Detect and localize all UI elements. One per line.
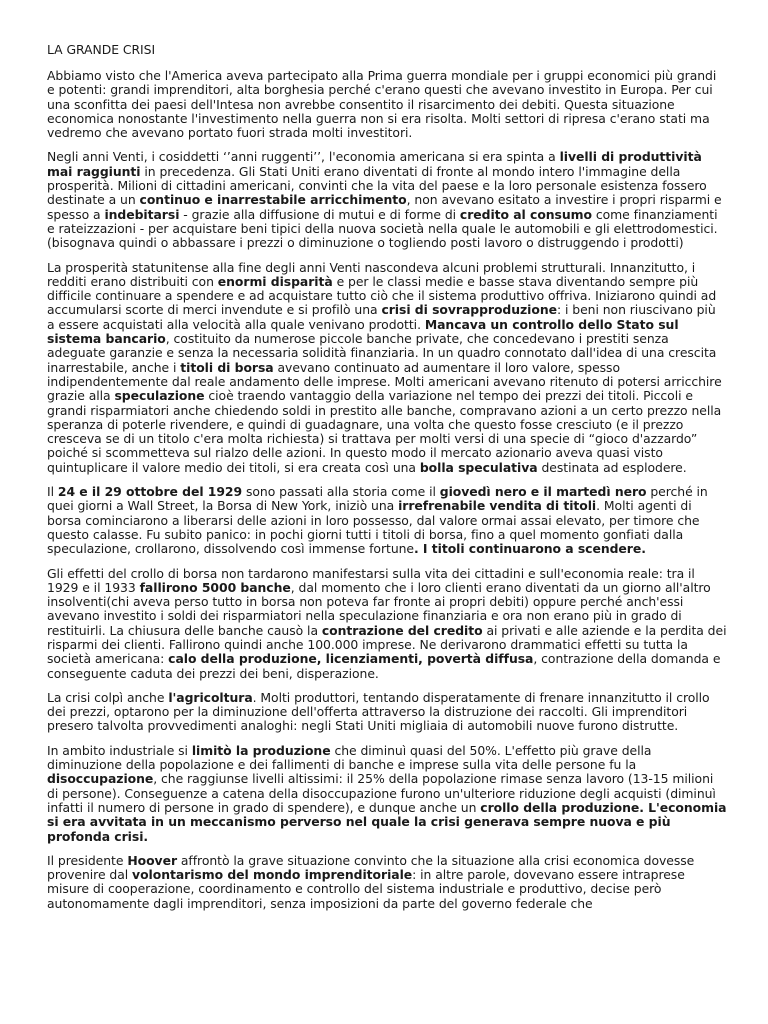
text-run: sono passati alla storia come il (242, 484, 440, 500)
text-run: . Molti produttori, tentando disperatamente di frenare innanzitutto il crollo dei prezzi, optarono per la diminuzione dell'offerta attraverso la distruzione dei raccolti. Gli imprenditori presero talvolta provvedimenti analoghi: negli Stati Uniti migliaia di automobili nuove furono distrutte. (47, 689, 710, 734)
bold-text-run: volontarismo del mondo imprenditoriale (132, 867, 413, 883)
bold-text-run: enormi disparità (217, 273, 333, 289)
bold-text-run: fallirono 5000 banche (139, 579, 291, 595)
text-run: La crisi colpì anche (47, 689, 169, 705)
text-run: come finanziamenti e rateizzazioni - per acquistare beni tipici della nuova società nella quale le automobili e gli elettrodomestici. (bisognava quindi o abbassare i prezzi o diminuzione o togliendo posti lavoro o distruggendo i prodotti) (47, 206, 718, 251)
paragraph-hoover (47, 854, 727, 911)
text-run: - grazie alla diffusione di mutui e di forme di (179, 206, 460, 222)
text-run: Il presidente (47, 852, 128, 868)
text-run: affrontò la grave situazione convinto che la situazione alla crisi economica dovesse provenire dal (47, 852, 695, 883)
paragraph-structural-problems (47, 261, 727, 475)
paragraph-black-thursday (47, 485, 727, 556)
text-run: in precedenza. Gli Stati Uniti erano diventati di fronte al mondo intero l'immagine della prosperità. Milioni di cittadini americani, convinti che la vita del paese e la loro personale esistenza fossero destinate a un (47, 163, 707, 208)
document-title: LA GRANDE CRISI (47, 42, 156, 57)
text-run: , costituito da numerose piccole banche private, che concedevano i prestiti senza adeguate garanzie e senza la necessaria solidità finanziaria. In un quadro connotato dall'idea di una crescita inarrestabile, anche i (47, 331, 717, 375)
text-run: Negli anni Venti, i cosiddetti ‘’anni ruggenti’’, l'economia americana si era spinta a (47, 149, 560, 165)
text-run: , dal momento che i loro clienti erano diventati da un giorno all'altro insolventi(chi aveva perso tutto in borsa non poteva far fronte ai propri debiti) oppure perché anch'essi avevano investito i soldi dei risparmiatori nella speculazione finanziaria e ora non erano più in grado di restituirli. La chiusura delle banche causò la (47, 579, 711, 638)
text-run: perché in quei giorni a Wall Street, la Borsa di New York, iniziò una (47, 484, 708, 514)
bold-text-run: irrefrenabile vendita di titoli (398, 498, 597, 514)
text-run: destinata ad esplodere. (537, 459, 687, 475)
bold-text-run: 24 e il 29 ottobre del 1929 (57, 484, 243, 500)
text-run: che diminuì quasi del 50%. L'effetto più grave della diminuzione della popolazione e dei fallimenti di banche e imprese sulla vita delle persone fu la (47, 742, 652, 773)
bold-text-run: Mancava un controllo dello Stato sul sistema bancario (47, 316, 679, 347)
text-run: ai privati e alle aziende e la perdita dei risparmi dei clienti. Fallirono quindi anche 100.000 imprese. Ne derivarono drammatici effetti su tutta la società americana: (47, 622, 727, 667)
paragraph-roaring-twenties (47, 150, 727, 250)
text-run: : i beni non riuscivano più a essere acquistati alla velocità alla quale venivano prodotti. (47, 302, 716, 332)
paragraph-intro (47, 69, 727, 140)
bold-text-run: limitò la produzione (191, 742, 331, 758)
text-run: avevano continuato ad aumentare il loro valore, spesso indipendentemente dal reale andamento delle imprese. Molti americani avevano ritenuto di potersi arricchire grazie alla (47, 359, 722, 404)
text-run: Gli effetti del crollo di borsa non tardarono manifestarsi sulla vita dei cittadini e sull'economia reale: tra il 1929 e il 1933 (47, 565, 695, 595)
bold-text-run: continuo e inarrestabile arricchimento (139, 192, 407, 208)
bold-text-run: crisi di sovrapproduzione (381, 302, 557, 318)
paragraph-agriculture (47, 691, 727, 734)
bold-text-run: Hoover (127, 852, 177, 868)
bold-text-run: crollo della produzione. L'economia si era avvitata in un meccanismo perverso nel quale la crisi generava sempre nuova e più profonda crisi. (47, 799, 727, 844)
text-run: , che raggiunse livelli altissimi: il 25% della popolazione rimase senza lavoro (13-15 milioni di persone). Conseguenze a catena della disoccupazione furono un'ulteriore riduzione degli acquisti (diminuì infatti il numero di persone in grado di spendere), e dunque anche un (47, 771, 716, 815)
bold-text-run: . I titoli continuarono a scendere. (414, 541, 646, 557)
bold-text-run: disoccupazione (47, 771, 154, 787)
paragraph-unemployment (47, 744, 727, 844)
text-run: . Molti agenti di borsa cominciarono a liberarsi delle azioni in loro possesso, dal valore ormai assai elevato, per timore che questo calasse. Fu subito panico: in pochi giorni tutti i titoli di borsa, fino a quel momento gonfiati dalla speculazione, crollarono, dissolvendo così immense fortune (47, 498, 700, 557)
bold-text-run: speculazione (114, 388, 205, 404)
text-run: : in altre parole, dovevano essere intraprese misure di cooperazione, coordinamento e controllo del sistema industriale e produttivo, decise però autonomamente dagli imprenditori, senza imposizioni da parte del governo federale che (47, 867, 685, 911)
bold-text-run: titoli di borsa (180, 359, 274, 375)
bold-text-run: giovedì nero e il martedì nero (439, 484, 647, 500)
bold-text-run: l'agricoltura (168, 689, 253, 705)
bold-text-run: indebitarsi (104, 206, 180, 222)
text-run: , contrazione della domanda e conseguente caduta dei prezzi dei beni, disperazione. (47, 651, 721, 681)
bold-text-run: contrazione del credito (321, 622, 483, 638)
text-run: Il (47, 484, 58, 500)
paragraph-bank-failures (47, 567, 727, 681)
bold-text-run: calo della produzione, licenziamenti, povertà diffusa (168, 651, 534, 667)
bold-text-run: livelli di produttività mai raggiunti (47, 149, 702, 179)
text-run: cioè traendo vantaggio della variazione nel tempo dei prezzi dei titoli. Piccoli e grandi risparmiatori anche chiedendo soldi in prestito alle banche, compravano azioni a un certo prezzo nella speranza di poterle rivendere, e quindi di guadagnare, una volta che questo fosse cresciuto (e il prezzo cresceva se di un titolo c'era molta richiesta) si trattava per molti versi di una specie di “gioco d'azzardo” poiché si scommetteva sul rialzo delle azioni. In questo modo il mercato azionario aveva quasi visto quintuplicare il valore medio dei titoli, si era creata così una (47, 388, 722, 475)
text-run: , non avevano esitato a investire i propri risparmi e spesso a (47, 192, 722, 222)
text-run: Abbiamo visto che l'America aveva partecipato alla Prima guerra mondiale per i gruppi economici più grandi e potenti: grandi imprenditori, alta borghesia perché c'erano questi che avevano investito in Europa. Per cui una sconfitta dei paesi dell'Intesa non avrebbe consentito il risarcimento dei debiti. Questa situazione economica nonostante l'investimento nella guerra non si era risolta. Molti settori di ripresa c'erano stati ma vedremo che avevano portato fuori strada molti investitori. (47, 68, 717, 141)
bold-text-run: bolla speculativa (419, 459, 538, 475)
text-run: La prosperità statunitense alla fine degli anni Venti nascondeva alcuni problemi strutturali. Innanzitutto, i redditi erano distribuiti con (47, 259, 696, 289)
bold-text-run: credito al consumo (459, 206, 592, 222)
text-run: In ambito industriale si (47, 742, 192, 758)
text-run: e per le classi medie e basse stava diventando sempre più difficile continuare a spendere e ad acquistare tutto ciò che il sistema produttivo offriva. Iniziarono quindi ad accumularsi scorte di merci invendute e si profilò una (47, 273, 717, 318)
document-page (47, 40, 727, 921)
